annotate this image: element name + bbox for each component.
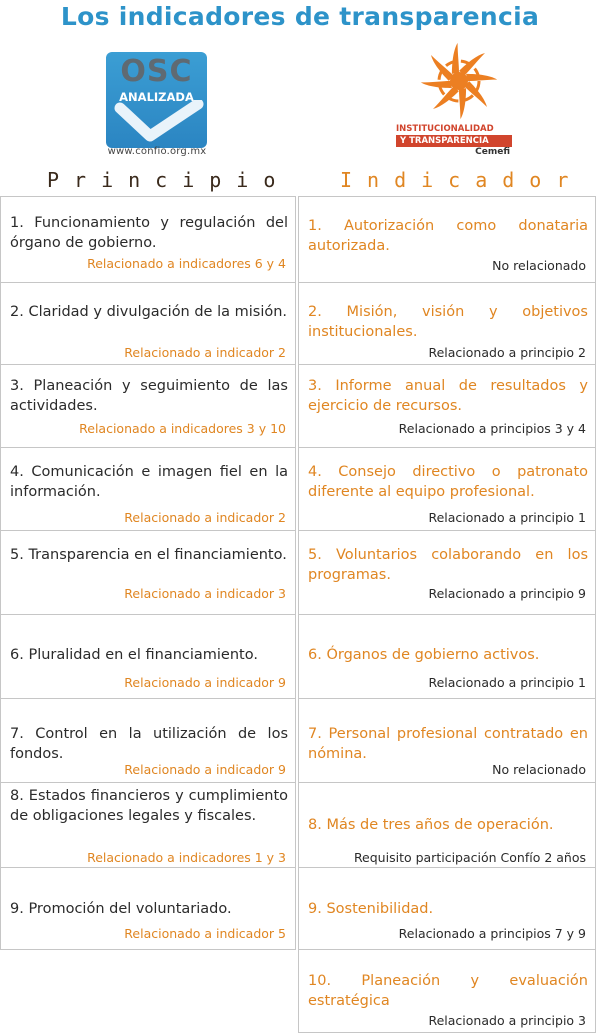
principio-cell-3 (0, 364, 296, 448)
principio-relation: Relacionado a indicadores 1 y 3 (87, 850, 286, 865)
principio-text: 5. Transparencia en el financiamiento. (10, 547, 287, 563)
principio-cell-1 (0, 196, 296, 283)
indicador-text: 4. Consejo directivo o patronato diferente al equipo profesional. (308, 464, 588, 500)
indicador-cell-9 (298, 867, 596, 950)
osc-logo-url: www.confio.org.mx (107, 146, 207, 157)
indicador-relation: Relacionado a principio 9 (428, 586, 586, 601)
osc-logo-subtext: ANALIZADA (119, 90, 194, 104)
indicador-relation: Relacionado a principios 7 y 9 (398, 926, 586, 941)
indicador-text: 3. Informe anual de resultados y ejercicio de recursos. (308, 378, 588, 414)
indicador-relation: Requisito participación Confío 2 años (353, 850, 586, 865)
indicador-text: 5. Voluntarios colaborando en los programas. (308, 547, 588, 583)
indicador-text: 7. Personal profesional contratado en nómina. (308, 726, 588, 762)
cemefi-sun-icon (419, 41, 499, 121)
indicador-text: 2. Misión, visión y objetivos institucionales. (308, 304, 588, 340)
indicador-text: 6. Órganos de gobierno activos. (308, 647, 540, 663)
osc-logo-text: OSC (120, 54, 193, 89)
principio-relation: Relacionado a indicador 3 (124, 586, 286, 601)
page-title: Los indicadores de transparencia (60, 2, 540, 31)
principio-text: 1. Funcionamiento y regulación del órgano de gobierno. (10, 215, 288, 251)
principio-cell-4 (0, 447, 296, 531)
indicador-heading: Indicador (340, 168, 584, 192)
principio-text: 4. Comunicación e imagen fiel en la información. (10, 464, 288, 500)
indicador-relation: No relacionado (492, 762, 586, 777)
principio-relation: Relacionado a indicadores 3 y 10 (79, 421, 286, 436)
checkmark-icon (106, 100, 207, 148)
principio-heading: Principio (47, 168, 291, 192)
principio-text: 7. Control en la utilización de los fondos. (10, 726, 288, 762)
indicador-relation: Relacionado a principios 3 y 4 (398, 421, 586, 436)
principio-text: 9. Promoción del voluntariado. (10, 901, 232, 917)
principio-relation: Relacionado a indicador 2 (124, 345, 286, 360)
principio-cell-9 (0, 867, 296, 950)
indicador-cell-3 (298, 364, 596, 448)
principio-relation: Relacionado a indicador 9 (124, 675, 286, 690)
indicador-cell-2 (298, 282, 596, 365)
principio-cell-2 (0, 282, 296, 365)
principio-cell-6 (0, 614, 296, 699)
indicador-relation: Relacionado a principio 1 (428, 675, 586, 690)
indicador-cell-8 (298, 782, 596, 868)
indicador-cell-7 (298, 698, 596, 783)
principio-cell-7 (0, 698, 296, 783)
principio-text: 3. Planeación y seguimiento de las actividades. (10, 378, 288, 414)
cemefi-logo-line1: INSTITUCIONALIDAD (396, 124, 494, 134)
principio-relation: Relacionado a indicadores 6 y 4 (87, 256, 286, 271)
osc-analizada-logo (106, 52, 207, 148)
principio-cell-5 (0, 530, 296, 615)
principio-cell-8 (0, 782, 296, 868)
indicador-cell-4 (298, 447, 596, 531)
indicador-text: 9. Sostenibilidad. (308, 901, 434, 917)
indicador-text: 10. Planeación y evaluación estratégica (308, 973, 588, 1009)
cemefi-logo-name: Cemefi (475, 147, 510, 157)
cemefi-logo-line2: Y TRANSPARENCIA (396, 135, 512, 147)
indicador-cell-5 (298, 530, 596, 615)
indicador-relation: Relacionado a principio 2 (428, 345, 586, 360)
indicador-relation: Relacionado a principio 3 (428, 1013, 586, 1028)
principio-text: 6. Pluralidad en el financiamiento. (10, 647, 258, 663)
indicador-relation: No relacionado (492, 258, 586, 273)
indicador-cell-6 (298, 614, 596, 699)
principio-relation: Relacionado a indicador 2 (124, 510, 286, 525)
principio-text: 2. Claridad y divulgación de la misión. (10, 304, 288, 320)
indicador-text: 1. Autorización como donataria autorizada. (308, 218, 588, 254)
principio-relation: Relacionado a indicador 5 (124, 926, 286, 941)
indicador-relation: Relacionado a principio 1 (428, 510, 586, 525)
principio-relation: Relacionado a indicador 9 (124, 762, 286, 777)
indicador-cell-1 (298, 196, 596, 283)
indicador-text: 8. Más de tres años de operación. (308, 817, 554, 833)
principio-text: 8. Estados financieros y cumplimiento de obligaciones legales y fiscales. (10, 788, 288, 824)
indicador-cell-10 (298, 949, 596, 1033)
